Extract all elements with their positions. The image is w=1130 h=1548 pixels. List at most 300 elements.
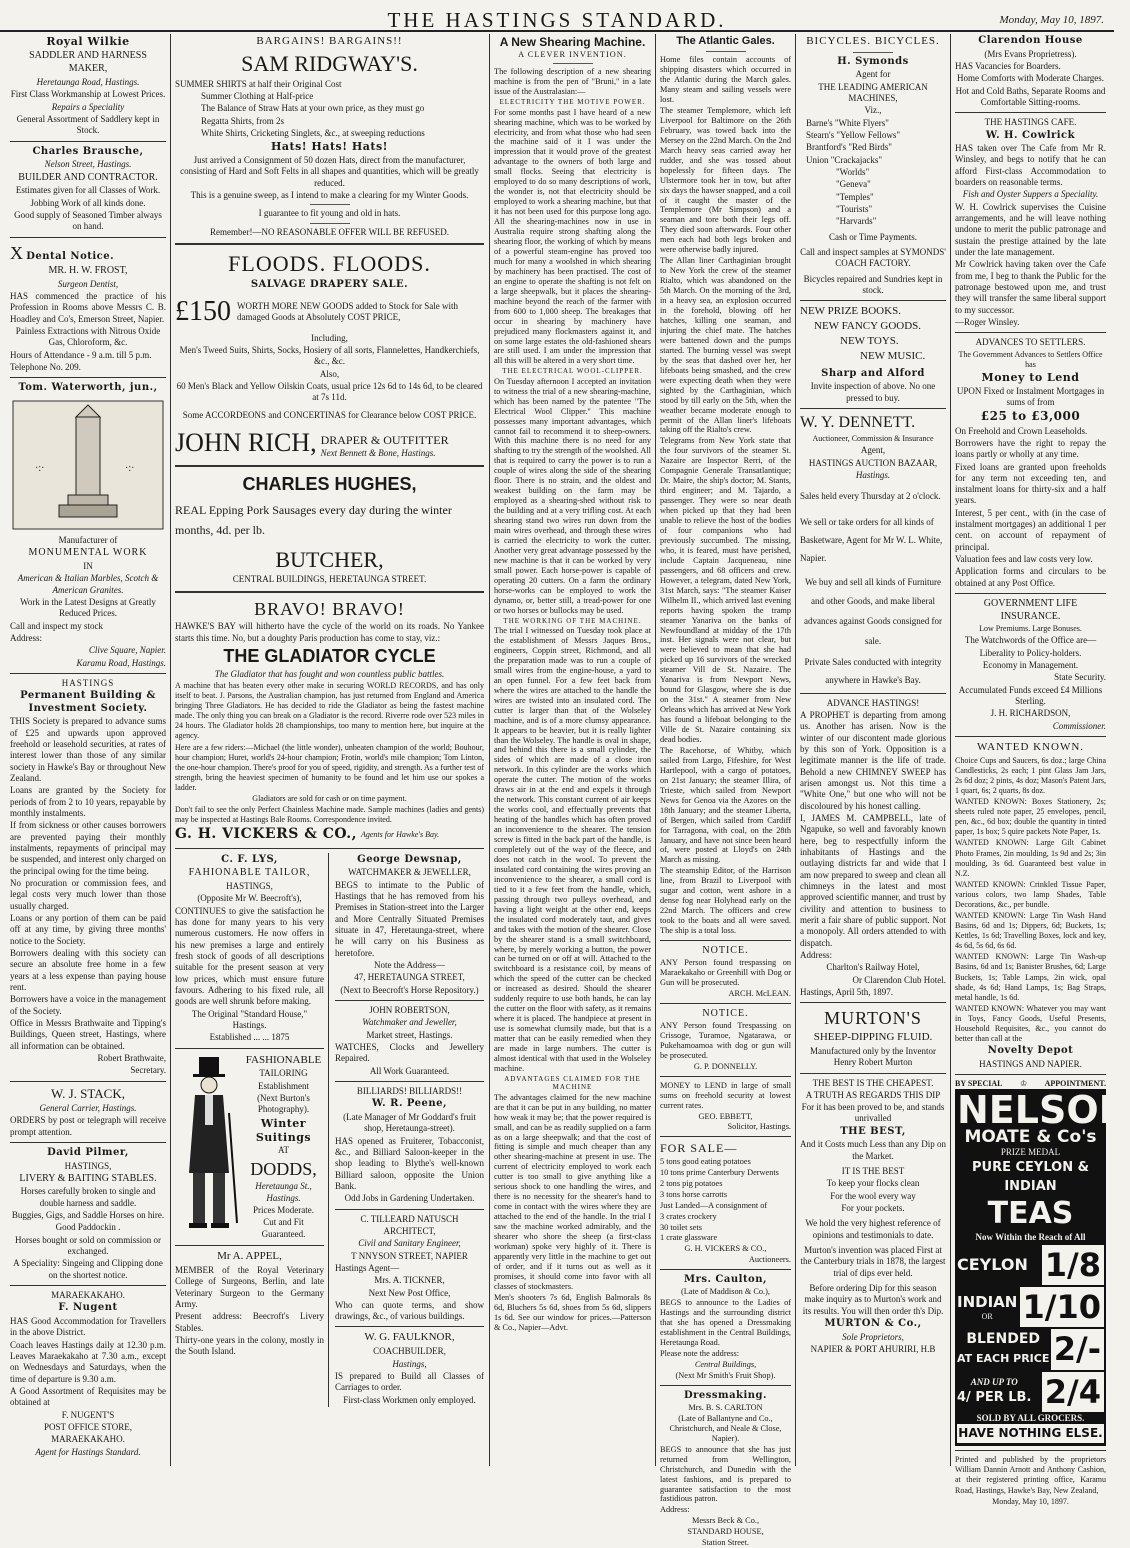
ad-text: Call and inspect my stock [10,620,103,631]
ad-text: MOATE & Co's [964,1127,1097,1148]
ad-text: State Security. [1054,672,1106,683]
ad-kicker: HASTINGS [61,677,115,688]
ad-heading: Dental Notice. [26,250,115,262]
ad-text: THE BEST IS THE CHEAPEST. [812,1077,934,1088]
ad-heading: BRAVO! BRAVO! [254,598,405,619]
section-heading: ELECTRICITY THE MOTIVE POWER. [499,98,646,107]
sale-item: Just Landed—A consignment of [660,1200,768,1210]
ad-text: APPOINTMENT. [1044,1078,1106,1088]
ad-text: ANY Person found trespassing on Maraekakaho or Greenhill with Dog or Gun will be prosecuted. [660,958,791,987]
ad-heading: MONUMENTAL WORK [28,547,148,559]
ad-text: AND UP TO [970,1376,1018,1387]
article-paragraph: The Allan liner Carthaginian brought to New York the crew of the steamer Rialto, which was abandoned on the 5th March. On the morning of the 3rd, in a heavy sea, an explosion occurred in the forehold, blowing off her hatches, killing one seaman, and injuring the chief mate. The hatches were battened down and the pumps started. The burning vessel was swept by the seas that dashed over her, her lifeboats being smashed, and the crew were expecting death when they were sighted by the Carthaginian, which stood by till early on the 5th, when the weather became moderate enough to permit of the Allan liner's lifeboats taking off the Rialto's crew. [660,256,791,435]
bicycle-list [800,118,946,228]
ad-kicker: MARAEKAKAHO. [51,1290,125,1301]
ad-heading: BICYCLES. BICYCLES. [806,35,940,47]
gladiator-ad [175,598,484,844]
divider [10,377,166,378]
hughes-ad [175,473,484,586]
ad-role: ARCHITECT, [383,1225,436,1236]
price: 1/8 [1042,1245,1104,1285]
ad-text: The Balance of Straw Hats at your own price, as they must go [201,103,425,114]
dodds-ad [175,1053,324,1242]
sharp-alford-ad [800,305,946,404]
ad-text: Horses carefully broken to single and double harness and saddle. [20,1186,156,1208]
signature: GEO. EBBETT, [698,1111,753,1121]
ad-address: STANDARD HOUSE, [687,1527,764,1537]
ad-text: Mr Cowlrick having taken over the Cafe from me, I beg to thank the Public for the patronage bestowed upon me, and trust they will transfer the same liberal support to my successor. [955,259,1106,315]
faulknor-ad [335,1331,484,1406]
ad-text: Call and inspect samples at SYMONDS' COACH FACTORY. [800,247,946,269]
advertiser-name: JOHN RICH, [175,427,317,457]
ad-text: Economy in Management. [982,660,1079,671]
advertiser-name: Royal Wilkie [46,35,130,48]
notice-mclean [660,945,791,999]
advertiser-name: JOHN ROBERTSON, [369,1005,450,1016]
divider [175,591,484,593]
column-rule [489,34,490,1466]
column-6 [955,34,1130,1506]
ad-text: Accumulated Funds exceed £4 Millions Sterling. [958,684,1103,707]
divider [175,243,484,245]
ad-text: Private Sales conducted with integrity anywhere in Hawke's Bay. [804,656,942,685]
ad-address: Next Bennett & Bone, Hastings. [320,448,436,459]
ad-heading: SADDLER AND HARNESS [29,49,147,61]
ad-text: Borrowers have the right to repay the loans partly or wholly at any time. [955,437,1106,460]
divider [10,673,166,674]
ad-text: Including, [311,332,348,343]
nugent-ad [10,1290,166,1458]
ad-text: Hastings Agent— [335,1262,400,1273]
sale-item: 1 crate glassware [660,1233,718,1243]
advertiser-name: Clarendon House [978,35,1083,46]
ad-text: BY SPECIAL [955,1078,1003,1088]
signature: Secretary. [130,1065,166,1076]
advertiser-name: H. Symonds [837,55,909,67]
advertiser-name: Mrs. B. S. CARLTON [688,1402,763,1412]
ad-subheading: SALVAGE DRAPERY SALE. [250,278,409,290]
amount: £150 [175,296,231,328]
ad-heading: THE HASTINGS CAFE. [984,117,1077,128]
ad-heading: MAKER, [68,63,108,75]
ad-text: Painless Extractions with Nitrous Oxide Gas, Chloroform, &c. [15,326,161,348]
ad-address: T NNYSON STREET, NAPIER [351,1250,468,1261]
column-rule [170,34,171,1466]
article-paragraph: On Tuesday afternoon I accepted an invitation to witness the trial of a new shearing-machine, which has been named by the patentee "The Electrical Wool Clipper." This machine possesses many important advantages, which cannot fail to recommend it to sheep-owners. With this machine there is no need for any shafting to try the strength of the woolshed. All that is required to carry the power is to run a couple of wires along the side of the shearing floor. There is no strain, and the oldest and weakest building on the farm may be employed as a shearing-shed without risk to the building and at a very trifling cost. At each shearing stand two wires run down from the main wires overhead, and through these wires is carried the electricity to work the cutter. Another very great advantage possessed by the new machine is that it can be worked by very small power. Each horse-power is capable of operating 20 cutters. On a farm the ordinary horse-works can be employed to work the dynamo, or, better still, a tread-power for one or two horses or bullocks may be used. [494,376,651,615]
ad-address: Hastings, [392,1358,427,1369]
ad-text: IS prepared to Build all Classes of Carriages to order. [335,1371,484,1393]
ad-text: Address: [660,1505,690,1515]
signature: G. P. DONNELLY. [693,1061,758,1071]
list-item: Barne's "White Flyers" [806,117,889,128]
divider [10,1081,166,1082]
ad-text: MEMBER of the Royal Veterinary College of Surgeons, Berlin, and late Veterinary Surgeon to the Germany Army. [175,1264,324,1309]
ad-text: F. NUGENT'S [61,1409,115,1420]
advertiser-name: W. R. Peene, [372,1098,447,1110]
ad-heading: GOVERNMENT LIFE INSURANCE. [983,598,1078,622]
advertiser-name: W. H. Cowlrick [985,129,1076,141]
ad-text: Viz., [864,105,882,116]
ad-text: We hold the very highest reference of opinions and testimonials to date. [805,1218,941,1240]
advertiser-name: Charles Brausche, [32,145,144,157]
ad-text: If from sickness or other causes borrowers are prevented paying their monthly instalments, repayments of principal may be suspended, and interest only charged on the principal owing for the time being. [10,820,166,876]
dewsnap-ad [335,854,484,996]
ad-text: And it Costs much Less than any Dip on the Market. [800,1139,946,1161]
natusch-ad [335,1214,484,1323]
ad-text: Just arrived a Consignment of 50 dozen Hats, direct from the manufacturer, consisting of Hard and Soft Felts in all shapes and quantities, which will be greatly reduced. [180,155,479,188]
list-item: Stearn's "Yellow Fellows" [806,130,901,141]
ad-text: Low Premiums. Large Bonuses. [979,624,1082,634]
hastings-cafe-ad [955,117,1106,328]
ad-text: NEW PRIZE BOOKS. [800,305,901,318]
for-sale-ad [660,1141,791,1265]
ad-text: Home Comforts with Moderate Charges. [956,73,1105,84]
advertiser-name: MURTON & Co., [824,1318,922,1329]
signature: Robert Brathwaite, [97,1052,166,1063]
ad-text: Jobbing Work of all kinds done. [30,197,146,208]
ad-heading: NOTICE. [702,1007,749,1019]
ad-address: NAPIER & PORT AHURIRI, H.B [810,1343,936,1354]
ad-text: MARAEKAKAHO. [51,1434,125,1445]
ad-text: I, JAMES M. CAMPBELL, late of Ngapuke, so well and favorably known here, beg to respectfully inform the inhabitants of Hastings and the outlaying districts far and wide that I am now prepared to sweep and clean all chimneys in the latest and most approved scientific manner, and trust by civility and attention to business to merit a fair share of public support. Not a monopoly. All orders attended to with dispatch. [800,813,946,948]
tea-type: INDIAN [957,1292,1018,1311]
column-3-article [494,34,651,1466]
ad-text: POST OFFICE STORE, [44,1421,132,1432]
murton-ad [800,1007,946,1355]
ad-text: HAS opened as Fruiterer, Tobacconist, &c., and Billiard Saloon-keeper in the shop leading to Blythe's well-known Billiard saloon, opposite the Union Bank. [335,1135,484,1191]
monument-illustration [13,401,163,529]
advertiser-name: Novelty Depot [987,1045,1074,1057]
ad-text: Establishment [258,1080,309,1091]
ad-text: REAL Epping Pork Sausages every day during the winter months, 4d. per lb. [175,503,452,537]
ad-role: Civil and Sanitary Engineer, [358,1238,461,1249]
ad-text: BEGS to intimate to the Public of Hastings that he has removed from his Premises in Station-street into the Larger and More Centrally Situated Premises situate in 47, Heretaunga-street, where he will carry on his Business as heretofore. [335,879,484,958]
ridgway-ad [175,35,484,238]
svg-text:·:·: ·:· [35,463,45,474]
pilmer-ad [10,1147,166,1281]
ad-text: NEW FANCY GOODS. [814,320,922,333]
ad-text: Established ... ... 1875 [209,1032,290,1043]
ad-role: Agents for Hawke's Bay. [360,829,440,839]
ad-heading: Dressmaking. [683,1389,768,1401]
caulton-ad [660,1274,791,1381]
ad-date: Hastings, April 5th, 1897. [800,986,894,997]
article-paragraph: The steamship Editor, of the Harrison line, from Brazil to Liverpool with sugar and cotton, went ashore in a dense fog near Holyhead early on the 22nd March. The officers and crew took to the boats and all were saved. The ship is a total loss. [660,866,791,936]
ad-text: Horses bought or sold on commission or exchanged. [15,1234,161,1257]
ad-text: Office in Messrs Brathwaite and Tipping's Buildings, Queen street, Hastings, where all information can be obtained. [10,1017,166,1051]
ad-text: HAWKE'S BAY will hitherto have the cycle of the world on its roads. No Yankee starts this time. No, but a doughty Paris production has come to stay, viz.: [175,621,484,643]
ad-text: Sales held every Thursday at 2 o'clock. [800,491,941,502]
ad-text: A Speciality: Singeing and Clipping done on the shortest notice. [13,1258,163,1280]
ad-text: Agent for [855,69,891,80]
ad-role: Sole Proprietors, [842,1331,904,1342]
column-rule [655,34,656,1466]
ad-text: First-class Workmen only employed. [343,1394,476,1405]
ad-text: OR [981,1311,993,1321]
chimney-sweep-ad [800,698,946,999]
ad-text: (Next Burton's Photography). [257,1093,310,1115]
advertiser-name: Tom. Waterworth, jun., [18,382,158,394]
ad-address: Market street, Hastings. [366,1029,453,1040]
ad-heading: WANTED KNOWN. [976,741,1085,753]
ad-text: Gladiators are sold for cash or on time payment. [252,793,407,803]
signature: Commissioner. [1052,720,1106,731]
ad-text: Please note the address: [660,1349,740,1359]
masthead [0,0,1114,32]
ad-text: Buggies, Gigs, and Saddle Horses on hire. [11,1210,165,1221]
ad-text: (Opposite Mr W. Beecroft's), [197,893,302,904]
ad-text: No procuration or commission fees, and legal costs very much lower than those usually charged. [10,877,166,911]
article-paragraph: Home files contain accounts of shipping disasters which occurred in the Atlantic during the March gales. Many steam and sailing vessels were lost. [660,55,791,104]
ad-heading: Permanent Building & Investment Society. [20,690,156,714]
ad-text: Fish and Oyster Suppers a Speciality. [962,189,1099,200]
ad-text: (Late of Ballantyne and Co., Christchurch, and Neale & Close, Napier). [669,1413,782,1443]
ad-text: We sell or take orders for all kinds of Basketware, Agent for Mr W. L. White, Napier. [800,516,943,563]
section-heading: ADVANTAGES CLAIMED FOR THE MACHINE [504,1074,641,1092]
advertiser-name: Sharp and Alford [821,367,925,379]
signature: Solicitor, Hastings. [727,1122,791,1132]
ad-role: Auctioneer, Commission & Insurance [812,434,934,444]
ad-text: Good Paddockin . [55,1222,121,1233]
ad-text: First Class Workmanship at Lowest Prices. [10,89,166,100]
ad-role: FAHIONABLE TAILOR, [188,867,311,879]
ad-text: Estimates given for all Classes of Work. [15,185,161,196]
ad-address: HASTINGS, [226,881,273,891]
symonds-bicycles-ad [800,35,946,296]
ad-text: Prices Moderate. [253,1205,314,1216]
advertiser-name: Mr A. APPEL, [217,1250,282,1263]
ad-text: White Shirts, Cricketing Singlets, &c., at sweeping reductions [201,127,425,138]
ad-text: Some ACCORDEONS and CONCERTINAS for Clearance below COST PRICE. [182,409,477,420]
nelson-tea-panel [955,1088,1130,1446]
ad-role: DRAPER & OUTFITTER [320,433,449,448]
ad-role: WATCHMAKER & JEWELLER, [348,867,471,878]
ad-text: WORTH MORE NEW GOODS added to Stock for Sale with damaged Goods at Absolutely COST PRICE, [237,300,459,322]
ad-address: Or Clarendon Club Hotel. [852,974,946,985]
ad-text: Summer Clothing at Half-price [201,90,314,101]
article-subtitle: A CLEVER INVENTION. [518,50,627,60]
ad-kicker: BILLIARDS! BILLIARDS!! [356,1085,463,1096]
ad-text: Regatta Shirts, from 2s [201,115,284,126]
ad-heading: TAILORING [259,1068,308,1079]
ad-address: CENTRAL BUILDINGS, HERETAUNGA STREET. [232,574,427,585]
list-item: "Worlds" [836,167,870,178]
ad-text: IN [83,560,93,571]
ad-text: WATCHES, Clocks and Jewellery Repaired. [335,1042,484,1064]
ad-text: Invite inspection of above. No one pressed to buy. [810,381,936,403]
list-item: "Temples" [836,191,874,202]
column-2 [175,34,484,1466]
price: 1/10 [1020,1287,1104,1327]
article-paragraph: The advantages claimed for the new machine are that it can be put in any building, no matter how weak it may be; that the power required is small, and can be as readily supplied on a farm as on a large sheepwalk; and that the cost of fitting is simple and much cheaper than any other shearing-machine at present in use. The current of electricity employed to work each cutter is too small to give anything like a serious shock to one handling the wires, and there is no necessity for the shearer's hand to come in contact with the wires where they are attached to the end of the handle. In the trial I saw the machine worked admirably, and the shearer who shore the sheep (a first-class workman) spoke very highly of it. There is apparently very little in the machine to get out of order, and if it turns out as well as it promises, it should come into favor with all classes of stockmasters. [494,1092,651,1291]
ad-text: Address: [10,632,42,643]
signature: —Roger Winsley. [955,317,1020,328]
stack-ad [10,1086,166,1138]
ad-text: NEW TOYS. [840,335,899,348]
sale-item: 5 tons good eating potatoes [660,1156,751,1166]
waterworth-ad [10,382,166,668]
ad-heading: Winter Suitings [255,1116,312,1144]
sale-item: 10 tons prime Canterbury Derwents [660,1167,779,1177]
list-item: Brantford's "Red Birds" [806,142,892,153]
ad-text: WANTED KNOWN: Large Tin Wash Hand Basins, 6d and 1s; Dippers, 6d; Buckets, 1s; Kettles, 1s 6d; Travelling Boxes, lock and key, 4s 6d, 5s 6d, 6s 6d. [955,911,1106,951]
ad-text: THE LEADING AMERICAN MACHINES, [818,81,928,104]
ad-address: Clive Square, Napier. [88,645,166,656]
ad-heading: TEAS [987,1196,1074,1232]
phone-number: Telephone No. 209. [10,362,81,373]
ad-text: BEGS to announce that she has just returned from Wellington, Christchurch, and Dunedin with the latest fashions, and is prepared to guarantee satisfaction to the most fastidious patron. [660,1444,791,1504]
advertisement-line: Men's shooters 7s 6d, English Balmorals 8s 6d, Bluchers 5s 6d, shoes from 5s 6d, slippers 1s 6d. See our window for prices.—Patterson & Co., Napier—Advt. [494,1292,651,1332]
article-title: A New Shearing Machine. [499,35,646,49]
advertiser-name: G. H. VICKERS & CO., [175,826,357,843]
ad-text: 4/ PER LB. [957,1389,1032,1405]
robertson-ad [335,1005,484,1077]
price: 2/4 [1042,1372,1104,1412]
sale-item: 3 tons horse carrotts [660,1189,728,1199]
ad-heading: LIVERY & BAITING STABLES. [19,1172,157,1184]
list-item: Union "Crackajacks" [806,154,883,165]
signature: J. H. RICHARDSON, [990,708,1071,719]
ad-text: The Original "Standard House," Hastings. [191,1008,308,1030]
ad-text: Borrowers have a voice in the management of the Society. [10,994,166,1016]
article-paragraph: For some months past I have heard of a new shearing machine, which was to be worked by electricity, and from what those who had seen the machine said of it I was under the impression that it would prove of the greatest advantage to the owners of both large and small flocks. Seeing that electricity is employed to do so many descriptions of work, the wonder is, not that electricity should be employed to work a shearing machine, but that it has not been used for this purpose long ago. All the shearing-machines now in use in Australia require strong shafting along the shearing floor, the working of which by means of a powerful steam-engine has proved too much for many a woolshed in which shearing by machinery has been practised. The cost of an engine to operate the shafting is not felt on a large sheepwalk, but it places the shearing-machine beyond the reach of the farmer with from 600 to 1,000 sheep. The breakages that occur in shearing by machinery have prejudiced many flockmasters against it, and on some large estates the old-fashioned shears are still used. I am under the impression that all this will be altered in a very short time. [494,107,651,366]
ad-heading: THE BEST, [840,1125,906,1137]
advertiser-name: SAM RIDGWAY'S. [241,50,418,76]
ad-text: WANTED KNOWN: Whatever you may want in Toys, Fancy Goods, Useful Presents, Household Requisites, &c., you cannot do better than call at the [955,1003,1106,1043]
ad-text: ORDERS by post or telegraph will receive prompt attention. [10,1115,166,1137]
ad-heading: Money to Lend [981,370,1080,384]
advertiser-name: C. TILLEARD NATUSCH [360,1213,459,1224]
advertiser-name: David Pilmer, [47,1146,129,1158]
ad-address: HASTINGS AND NAPIER. [979,1058,1082,1069]
column-1 [10,34,166,1466]
ad-text: NEW MUSIC. [860,349,926,362]
divider [175,465,484,467]
nelson-tea-ad [955,1078,1130,1446]
ad-text: American & Italian Marbles, Scotch & American Granites. [17,573,159,595]
list-item: "Tourists" [836,204,873,215]
ad-text: (Late Manager of Mr Goddard's fruit shop, Heretaunga-street). [343,1111,476,1134]
column-rule [795,34,796,1466]
ad-text: A TRUTH AS REGARDS THIS DIP [805,1089,941,1100]
ad-text: Here are a few riders:—Michael (the little wonder), unbeaten champion of the world; Bouhour, hour champion; Huret, world's 24-hour champion; Frotin, world's mile champion; Tom Linton, the one-hour champion. There's proof for you of speed, rigidity, and strength. As a further test of strength, bring the heaviest specimen of humanity to be found and let him use our spokes a ladder. [175,742,484,792]
ad-heading: NOTICE. [702,945,749,957]
ad-text: PRIZE MEDAL [1000,1147,1061,1158]
list-item: "Harvards" [836,216,877,227]
ad-text: Present address: Beecroft's Livery Stables. [175,1311,324,1333]
advertiser-name: DODDS, [250,1158,317,1179]
sale-item: 2 tons pig potatoes [660,1178,723,1188]
signature: G. H. VICKERS & CO., [684,1244,767,1254]
ad-text: Don't fail to see the only Perfect Chainless Machine made. Sample machines (ladies and gents) may be inspected at Hastings Bale Rooms. Correspondence invited. [175,805,484,825]
wilkie-ad [10,35,166,137]
tea-type: BLENDED [966,1331,1041,1348]
ad-text: A Good Assortment of Requisites may be obtained at [10,1385,166,1408]
ad-text: We buy and sell all kinds of Furniture and other Goods, and make liberal advances against Goods consigned for sale. [804,576,942,646]
advertiser-name: George Dewsnap, [357,853,462,865]
ad-text: The Watchwords of the Office are— [964,635,1097,646]
divider [10,237,166,238]
advances-to-settlers-ad [955,337,1106,589]
ad-heading: ADVANCE HASTINGS! [826,697,920,708]
ad-text: For your pockets. [841,1203,905,1214]
appel-ad [175,1250,324,1357]
divider [10,1142,166,1143]
ad-heading: SHEEP-DIPPING FLUID. [813,1030,933,1043]
ad-text: MONEY to LEND in large of small sums on freehold security at lowest current rates. [660,1080,791,1110]
wanted-known-ad [955,741,1106,1070]
ad-text: Cash or Time Payments. [828,231,917,242]
signature: Auctioneers. [748,1255,791,1265]
divider [10,1285,166,1286]
ad-text: PURE CEYLON & INDIAN [972,1160,1089,1195]
ad-text: The Gladiator that has fought and won countless public battles. [214,668,445,679]
ad-text: Manufacturer of [58,535,118,545]
ad-text: Borrowers dealing with this society can secure an absolute free home in a few years at a less expense than paying house rent. [10,947,166,992]
ad-text: A machine that has beaten every other make in securing WORLD RECORDS, and has only itself to beat. J. Parsons, the Australian champion, has just returned from England and America bringing Three Gladiators. He has decided to ride the Gladiator as being the fastest machine made. The only thing you can break on a Gladiator is the record. Riverre rode over 523 miles in 24 hours. The Gladiator holds 28 championships, too many to mention here, but inquire at the agency. [175,681,484,741]
ad-text: HAVE NOTHING ELSE. [957,1424,1104,1443]
ad-text: ANY Person found Trespassing on Crissoge, Turamoe, Ngatarawa, or Pukehamoamoa with dog or gun will be prosecuted. [660,1020,791,1060]
ad-text: SOLD BY ALL GROCERS. [976,1412,1085,1423]
ad-text: UPON Fixed or Instalment Mortgages in sums of from [956,385,1105,408]
tea-type: CEYLON [957,1255,1028,1275]
ad-text: Thirty-one years in the colony, mostly in the South Island. [175,1334,324,1357]
ad-text: Agent for Hastings Standard. [35,1446,141,1457]
ad-text: (Next Mr Smith's Fruit Shop). [675,1370,776,1380]
ad-address: 47, HERETAUNGA STREET, [354,972,465,983]
advertiser-name: MR. H. W. FROST, [48,265,128,277]
clarendon-ad [955,35,1106,108]
ad-address: Central Buildings, [694,1360,757,1369]
ad-text: Before ordering Dip for this season make inquiry as to Murton's work and its results. You will then order th's Dip. [802,1283,944,1316]
ad-text: WANTED KNOWN: Large Tin Wash-up Basins, 6d and 1s; Banister Brushes, 6d; Large Buckets, 1s; Table Lamps, 2in wick, opal shade, 4s 6d; Hand Lamps, 1s; Bag Straps, metal handle, 1s 6d. [955,952,1106,1002]
ad-text: Loans or any portion of them can be paid off at any time, by giving three months' notice to the Society. [10,912,166,946]
section-heading: THE ELECTRICAL WOOL-CLIPPER. [502,367,643,376]
advertiser-name: CHARLES HUGHES, [242,473,417,494]
ad-text: AT EACH PRICE [957,1352,1050,1366]
imprint-date: Monday, May 10, 1897. [992,1496,1069,1506]
ad-heading: ADVANCES TO SETTLERS. [975,337,1086,348]
advertiser-name: F. Nugent [58,1302,118,1314]
ad-text: Loans are granted by the Society for periods of from 2 to 10 years, repayable by monthly instalments. [10,785,166,819]
ad-heading: HASTINGS AUCTION BAZAAR, [808,457,938,468]
ad-role: Watchmaker and Jeweller, [362,1017,457,1028]
ad-heading: Hats! Hats! Hats! [270,140,389,154]
ad-text: All Work Guaranteed. [369,1065,450,1076]
ad-text: General Assortment of Saddlery kept in Stock. [16,114,160,136]
ad-text: Hot and Cold Baths, Separate Rooms and Comfortable Sitting-rooms. [955,85,1106,107]
ad-heading: FOR SALE— [660,1141,738,1156]
ad-text: Address: [800,950,832,960]
ad-text: Bicycles repaired and Sundries kept in stock. [803,273,943,296]
advertiser-name: W. J. STACK, [51,1085,125,1101]
ad-text: Coach leaves Hastings daily at 12.30 p.m. Leaves Maraekakaho at 7.30 a.m., except on Wednesdays and Saturdays, when the time of departure is 9.30 a.m. [10,1339,166,1384]
ad-text: Fixed loans are granted upon freeholds for any term not exceeding ten, and instalment loans for thirty-six and a half years. [955,461,1106,506]
ad-address: Heretaunga Road, Hastings. [36,77,140,88]
ad-text: (Late of Maddison & Co.), [681,1287,770,1297]
issue-date: Monday, May 10, 1897. [999,14,1104,26]
price: 2/- [1051,1329,1104,1369]
sale-item: 3 crates crockery [660,1211,717,1221]
money-to-lend-ad [660,1081,791,1133]
ad-text: I guarantee to fit young and old in hats. [258,208,401,219]
ad-heading: FASHIONABLE [245,1053,322,1066]
ad-text: Note the Address— [374,960,445,971]
ad-text: For the wool every way [830,1190,916,1201]
advertiser-name: C. F. LYS, [221,853,278,865]
ad-kicker: BARGAINS! BARGAINS!! [256,35,403,47]
ad-text: Work in the Latest Designs at Greatly Reduced Prices. [20,596,156,619]
